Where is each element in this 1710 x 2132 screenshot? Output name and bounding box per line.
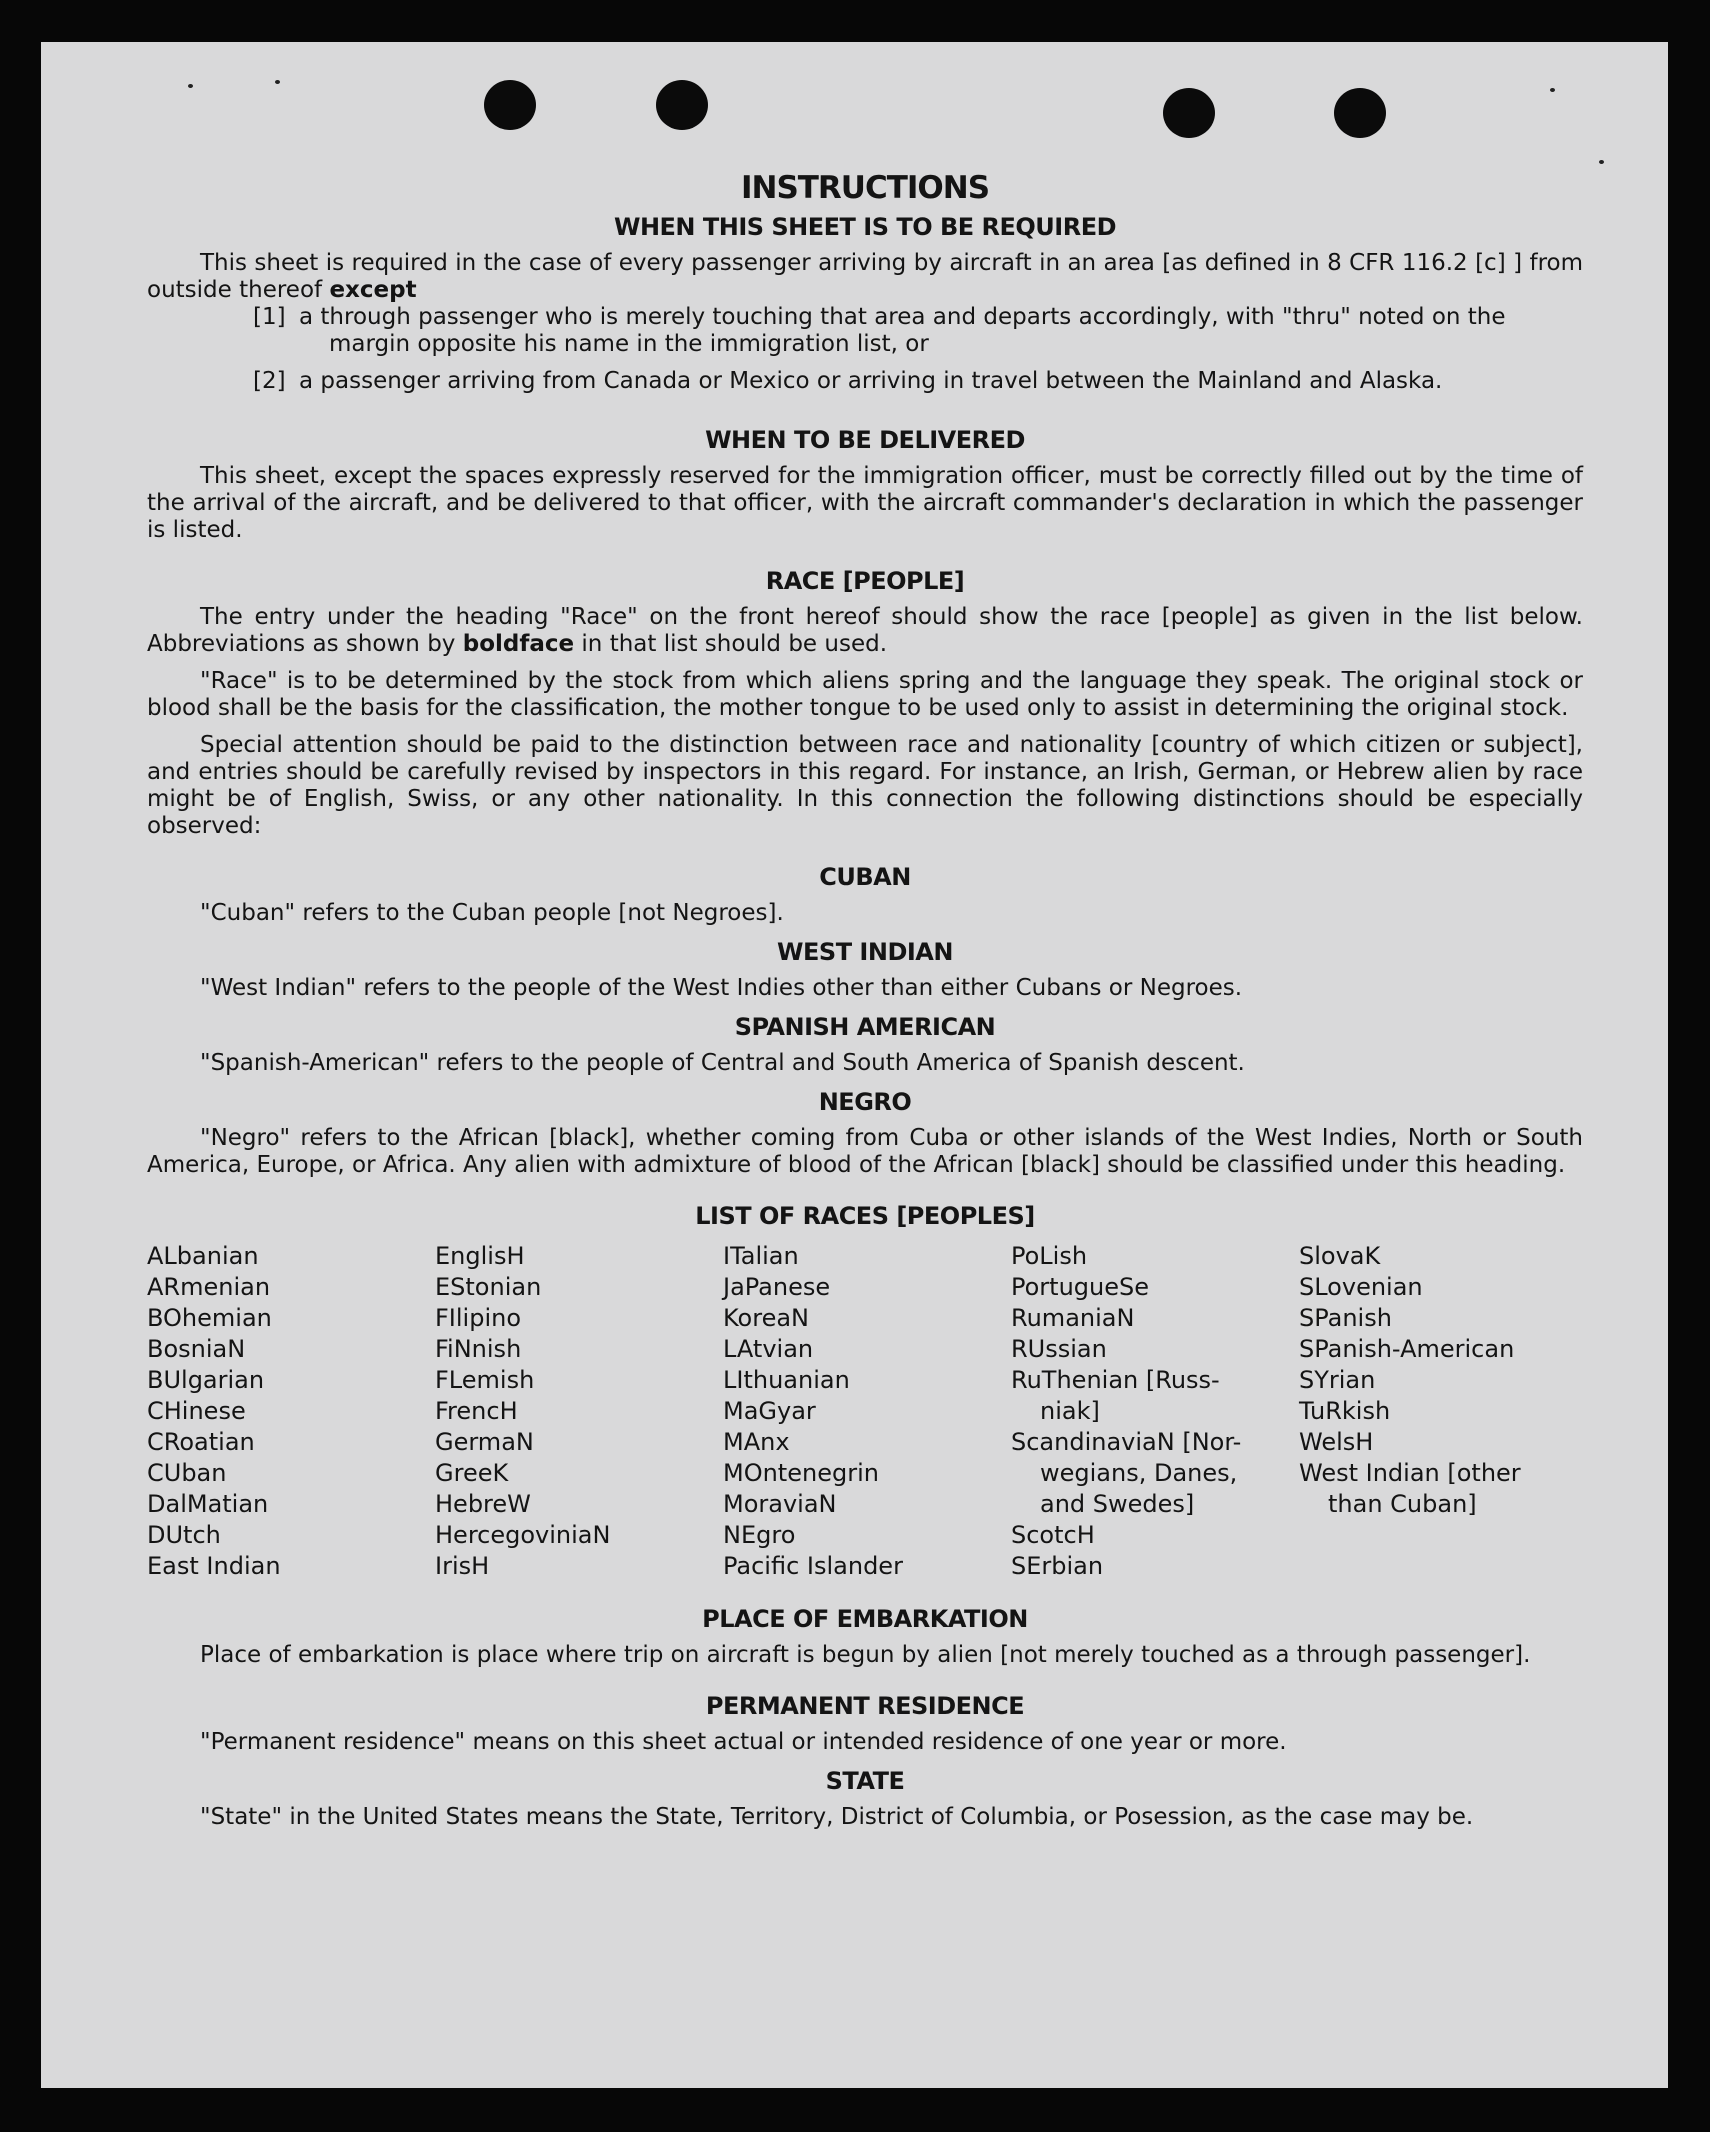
race-item: RumaniaN	[1011, 1304, 1135, 1332]
race-item: CUban	[147, 1459, 227, 1487]
paragraph-race-definition: "Race" is to be determined by the stock from which aliens spring and the language they speak. The original stock or blood shall be the basis for the classification, the mother tongue to be used only to assist in determining the original stock.	[147, 668, 1583, 721]
race-item: EStonian	[435, 1273, 542, 1301]
races-column-1	[147, 1241, 435, 1582]
race-item: BosniaN	[147, 1335, 246, 1363]
document-page	[41, 42, 1668, 2088]
race-item: IrisH	[435, 1552, 490, 1580]
race-item: ScotcH	[1011, 1521, 1095, 1549]
race-item: PortugueSe	[1011, 1273, 1149, 1301]
race-item: WelsH	[1299, 1428, 1374, 1456]
race-item: SLovenian	[1299, 1273, 1423, 1301]
races-list	[147, 1241, 1583, 1582]
race-item: MAnx	[723, 1428, 790, 1456]
races-column-5	[1299, 1241, 1583, 1582]
race-item-continuation: niak]	[1040, 1397, 1100, 1425]
race-item: MOntenegrin	[723, 1459, 879, 1487]
section-heading-negro: NEGRO	[818, 1088, 912, 1116]
paragraph-required: This sheet is required in the case of every passenger arriving by aircraft in an area [as defined in 8 CFR 116.2 [c] ] from outside thereof except	[147, 250, 1583, 303]
section-heading-state: STATE	[825, 1767, 905, 1795]
paragraph-embarkation: Place of embarkation is place where trip on aircraft is begun by alien [not merely touched as a through passenger].	[200, 1642, 1531, 1668]
race-item-continuation: and Swedes]	[1040, 1490, 1195, 1518]
race-item: ARmenian	[147, 1273, 271, 1301]
race-item: MaGyar	[723, 1397, 816, 1425]
paper-speck	[188, 84, 193, 88]
race-item: TuRkish	[1299, 1397, 1391, 1425]
section-heading-west-indian: WEST INDIAN	[777, 938, 953, 966]
race-item: FLemish	[435, 1366, 535, 1394]
race-item: ITalian	[723, 1242, 799, 1270]
race-item: BOhemian	[147, 1304, 272, 1332]
races-column-3	[723, 1241, 1011, 1582]
race-item: FrencH	[435, 1397, 518, 1425]
race-item: HercegoviniaN	[435, 1521, 611, 1549]
race-item: GreeK	[435, 1459, 509, 1487]
race-item: RUssian	[1011, 1335, 1107, 1363]
paper-speck	[1550, 88, 1555, 92]
race-item: MoraviaN	[723, 1490, 837, 1518]
punch-hole	[1163, 88, 1215, 138]
paragraph-spanish-american: "Spanish-American" refers to the people of Central and South America of Spanish descent.	[200, 1050, 1245, 1076]
exception-item: [1] a through passenger who is merely touching that area and departs accordingly, with "thru" noted on the margin opposite his name in the immigration list, or	[253, 304, 1506, 357]
race-item: KoreaN	[723, 1304, 809, 1332]
paragraph-west-indian: "West Indian" refers to the people of the West Indies other than either Cubans or Negroes.	[200, 975, 1243, 1001]
exception-item: [2] a passenger arriving from Canada or Mexico or arriving in travel between the Mainland and Alaska.	[253, 368, 1443, 394]
punch-hole	[1334, 88, 1386, 138]
race-item: SPanish-American	[1299, 1335, 1515, 1363]
race-item: ScandinaviaN [Nor-	[1011, 1428, 1242, 1456]
race-item: SPanish	[1299, 1304, 1392, 1332]
race-item: ALbanian	[147, 1242, 259, 1270]
race-item: PoLish	[1011, 1242, 1088, 1270]
section-heading-spanish-american: SPANISH AMERICAN	[734, 1013, 996, 1041]
race-item: FiNnish	[435, 1335, 522, 1363]
race-item: West Indian [other	[1299, 1459, 1521, 1487]
races-column-2	[435, 1241, 723, 1582]
paragraph-permanent-residence: "Permanent residence" means on this sheet actual or intended residence of one year or more.	[200, 1729, 1287, 1755]
section-heading-permanent-residence: PERMANENT RESIDENCE	[705, 1692, 1025, 1720]
race-item: FIlipino	[435, 1304, 522, 1332]
punch-hole	[656, 80, 708, 130]
paragraph-negro: "Negro" refers to the African [black], whether coming from Cuba or other islands of the West Indies, North or South America, Europe, or Africa. Any alien with admixture of blood of the African [black] should be classified under this heading.	[147, 1125, 1583, 1178]
section-heading-embarkation: PLACE OF EMBARKATION	[702, 1605, 1028, 1633]
paragraph-delivered: This sheet, except the spaces expressly reserved for the immigration officer, must be correctly filled out by the time of the arrival of the aircraft, and be delivered to that officer, with the aircraft commander's declaration in which the passenger is listed.	[147, 463, 1583, 543]
paper-speck	[1599, 160, 1604, 164]
section-heading-required: WHEN THIS SHEET IS TO BE REQUIRED	[613, 213, 1117, 241]
race-item: HebreW	[435, 1490, 531, 1518]
paragraph-state: "State" in the United States means the State, Territory, District of Columbia, or Posession, as the case may be.	[200, 1804, 1474, 1830]
race-item: SYrian	[1299, 1366, 1376, 1394]
race-item-continuation: than Cuban]	[1328, 1490, 1477, 1518]
race-item: SErbian	[1011, 1552, 1104, 1580]
race-item: DalMatian	[147, 1490, 269, 1518]
race-item: Pacific Islander	[723, 1552, 903, 1580]
page-title: INSTRUCTIONS	[740, 170, 990, 206]
race-item: LAtvian	[723, 1335, 814, 1363]
race-item: SlovaK	[1299, 1242, 1381, 1270]
section-heading-race: RACE [PEOPLE]	[765, 567, 965, 595]
race-item: NEgro	[723, 1521, 796, 1549]
race-item: JaPanese	[723, 1273, 831, 1301]
section-heading-cuban: CUBAN	[819, 863, 911, 891]
paragraph-race-entry: The entry under the heading "Race" on the front hereof should show the race [people] as given in the list below. Abbreviations as shown by boldface in that list should be used.	[147, 604, 1583, 657]
race-item: LIthuanian	[723, 1366, 850, 1394]
race-item: East Indian	[147, 1552, 281, 1580]
instructions-body	[147, 170, 1583, 1831]
section-heading-list-of-races: LIST OF RACES [PEOPLES]	[695, 1202, 1035, 1230]
paper-speck	[275, 80, 280, 84]
race-item: EnglisH	[435, 1242, 525, 1270]
section-heading-delivered: WHEN TO BE DELIVERED	[705, 426, 1025, 454]
paragraph-race-nationality: Special attention should be paid to the distinction between race and nationality [country of which citizen or subject], and entries should be carefully revised by inspectors in this regard. For instance, an Irish, German, or Hebrew alien by race might be of English, Swiss, or any other nationality. In this connection the following distinctions should be especially observed:	[147, 732, 1583, 839]
race-item: BUlgarian	[147, 1366, 265, 1394]
race-item: DUtch	[147, 1521, 221, 1549]
punch-hole	[484, 80, 536, 130]
races-column-4	[1011, 1241, 1299, 1582]
race-item: RuThenian [Russ-	[1011, 1366, 1220, 1394]
paragraph-cuban: "Cuban" refers to the Cuban people [not Negroes].	[200, 900, 784, 926]
race-item-continuation: wegians, Danes,	[1040, 1459, 1238, 1487]
race-item: GermaN	[435, 1428, 534, 1456]
race-item: CHinese	[147, 1397, 246, 1425]
race-item: CRoatian	[147, 1428, 255, 1456]
